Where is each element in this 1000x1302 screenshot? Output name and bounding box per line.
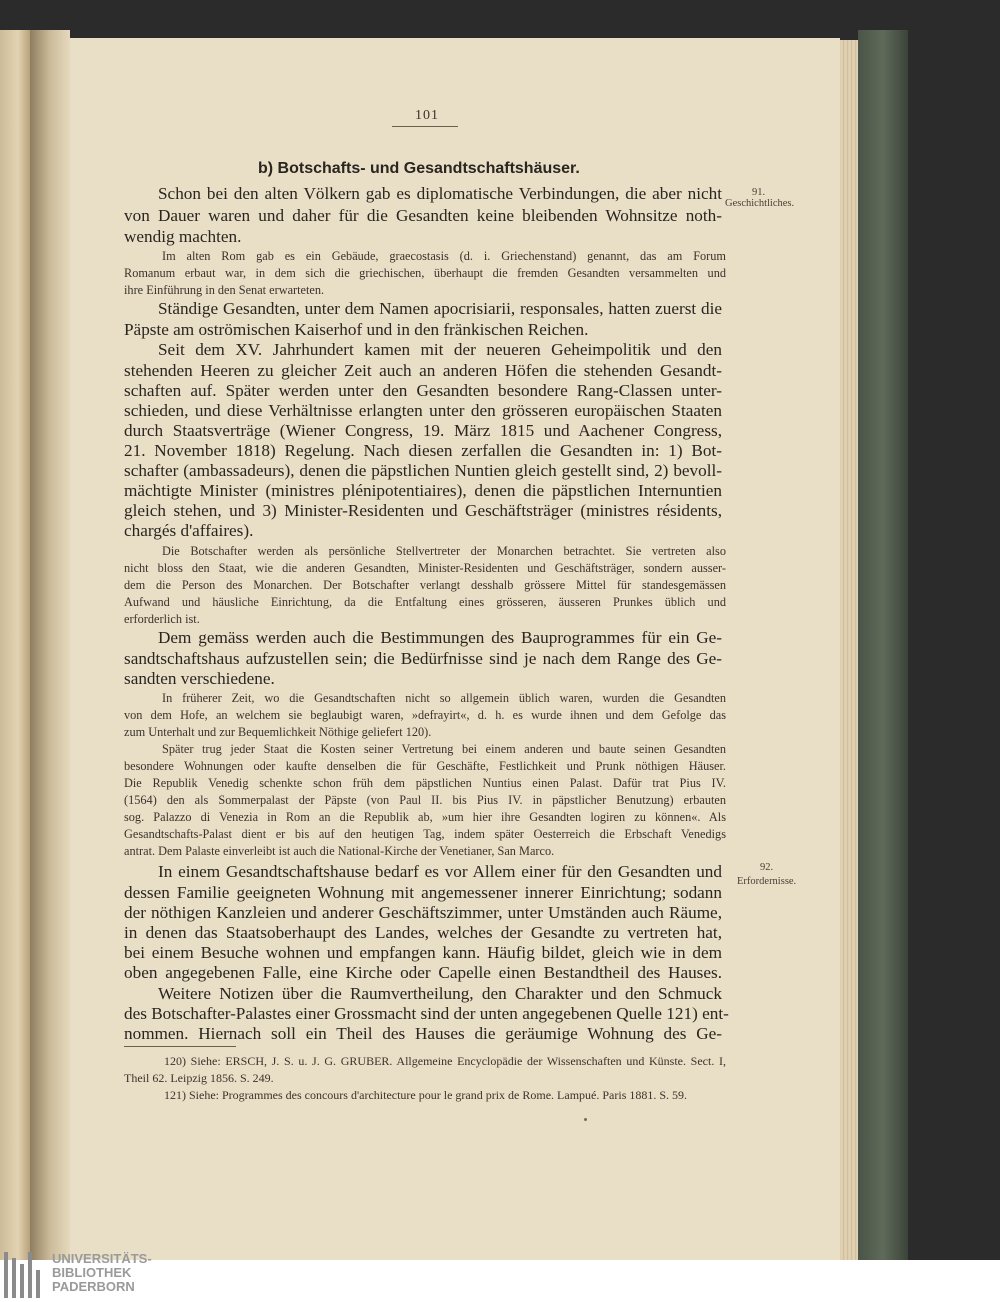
text-line: von Dauer waren und daher für die Gesandten keine bleibenden Wohnsitze noth- — [124, 206, 722, 225]
text-line: Ständige Gesandten, unter dem Namen apocrisiarii, responsales, hatten zuerst die — [158, 299, 722, 318]
book-cover-edge — [858, 30, 908, 1270]
footnote-rule — [124, 1046, 236, 1047]
small-text-line: nicht bloss den Staat, wie die anderen Gesandten, Minister-Residenten und Geschäftsträger, sondern ausser- — [124, 561, 726, 575]
margin-note-label: Geschichtliches. — [725, 198, 795, 209]
library-logo — [4, 1250, 154, 1300]
small-text-line: Später trug jeder Staat die Kosten seiner Vertretung bei einem anderen und baute seinen Gesandten — [162, 742, 726, 756]
text-line: des Botschafter-Palastes einer Grossmacht sind der unten angegebenen Quelle 121) ent- — [124, 1004, 729, 1023]
text-line: der nöthigen Kanzleien und anderer Geschäftszimmer, unter Umständen auch Räume, — [124, 903, 722, 922]
text-line: Schon bei den alten Völkern gab es diplomatische Verbindungen, die aber nicht — [158, 184, 722, 203]
text-line: bei einem Besuche wohnen und empfangen kann. Häufig bildet, gleich wie in dem — [124, 943, 722, 962]
margin-note-number: 92. — [760, 862, 774, 873]
text-line: Dem gemäss werden auch die Bestimmungen des Bauprogrammes für ein Ge- — [158, 628, 722, 647]
footnote-line: Theil 62. Leipzig 1856. S. 249. — [124, 1071, 274, 1085]
text-line: in denen das Staatsoberhaupt des Landes, welches der Gesandte zu vertreten hat, — [124, 923, 722, 942]
margin-note-number: 91. — [752, 187, 766, 198]
small-text-line: Aufwand und häusliche Einrichtung, da die Entfaltung eines grösseren, äusseren Prunkes üblich und — [124, 595, 726, 609]
small-text-line: antrat. Dem Palaste einverleibt ist auch die National-Kirche der Venetianer, San Marco. — [124, 844, 555, 858]
library-logo-mark — [4, 1252, 42, 1298]
library-name — [52, 1252, 152, 1294]
text-line: 21. November 1818) Regelung. Nach diesen zerfallen die Gesandten in: 1) Bot- — [124, 441, 722, 460]
small-text-line: sog. Palazzo di Venezia in Rom an die Republik ab, »um hier ihre Gesandten logiren zu können«. Als — [124, 810, 726, 824]
small-text-line: Gesandtschafts-Palast dient er bis auf den heutigen Tag, indem später Oesterreich die Erbschaft Venedigs — [124, 827, 726, 841]
text-line: schafter (ambassadeurs), denen die päpstlichen Nuntien gleich gestellt sind, 2) bevoll- — [124, 461, 722, 480]
small-text-line: (1564) den als Sommerpalast der Päpste (von Paul II. bis Pius IV. in päpstlicher Benutzung) erbauten — [124, 793, 726, 807]
small-text-line: Im alten Rom gab es ein Gebäude, graecostasis (d. i. Griechenstand) genannt, das am Forum — [162, 249, 726, 263]
footnote-line: 121) Siehe: Programmes des concours d'architecture pour le grand prix de Rome. Lampué. Paris 1881. S. 59. — [164, 1088, 688, 1102]
margin-note-label: Erfordernisse. — [737, 876, 797, 887]
paper-speck — [584, 1118, 587, 1121]
text-line: nommen. Hiernach soll ein Theil des Hauses die geräumige Wohnung des Ge- — [124, 1024, 722, 1043]
text-line: durch Staatsverträge (Wiener Congress, 19. März 1815 und Aachener Congress, — [124, 421, 722, 440]
small-text-line: besondere Wohnungen oder kaufte denselben die für Geschäfte, Festlichkeit und Prunk nöthigen Häuser. — [124, 759, 726, 773]
text-line: schaften auf. Später werden unter den Gesandten besondere Rang-Classen unter- — [124, 381, 722, 400]
small-text-line: dem die Person des Monarchen. Der Botschafter verlangt desshalb grössere Mittel für standesgemässen — [124, 578, 726, 592]
text-line: Päpste am oströmischen Kaiserhof und in den fränkischen Reichen. — [124, 320, 589, 339]
small-text-line: erforderlich ist. — [124, 612, 200, 626]
text-line: Seit dem XV. Jahrhundert kamen mit der neueren Geheimpolitik und den — [158, 340, 722, 359]
text-line: schieden, und diese Verhältnisse erlangten unter den grösseren europäischen Staaten — [124, 401, 722, 420]
text-line: dessen Familie geeigneten Wohnung mit angemessener innerer Einrichtung; sodann — [124, 883, 722, 902]
library-name-line: PADERBORN — [52, 1279, 135, 1294]
small-text-line: In früherer Zeit, wo die Gesandtschaften nicht so allgemein üblich waren, wurden die Gesandten — [162, 691, 726, 705]
footnote-line: 120) Siehe: ERSCH, J. S. u. J. G. GRUBER. Allgemeine Encyclopädie der Wissenschaften und Künste. Sect. I, — [164, 1054, 726, 1068]
small-text-line: von dem Hofe, an welchem sie beglaubigt waren, »defrayirt«, d. h. es wurde ihnen und dem Gefolge das — [124, 708, 726, 722]
text-line: stehenden Heeren zu gleicher Zeit auch an anderen Höfen die stehenden Gesandt- — [124, 361, 722, 380]
page-stack-edge — [840, 40, 860, 1260]
previous-page-edge — [0, 30, 30, 1260]
text-line: oben angegebenen Falle, eine Kirche oder Capelle einen Bestandtheil des Hauses. — [124, 963, 722, 982]
text-line: In einem Gesandtschaftshause bedarf es vor Allem einer für den Gesandten und — [158, 862, 722, 881]
library-name-line: BIBLIOTHEK — [52, 1265, 132, 1280]
page-number-rule — [392, 126, 458, 127]
library-name-line: UNIVERSITÄTS- — [52, 1251, 152, 1266]
text-line: Weitere Notizen über die Raumvertheilung, den Charakter und den Schmuck — [158, 984, 722, 1003]
book-gutter — [30, 30, 70, 1260]
text-line: gleich stehen, und 3) Minister-Residenten und Geschäftsträger (ministres résidents, — [124, 501, 722, 520]
text-line: sandtschaftshaus aufzustellen sein; die Bedürfnisse sind je nach dem Range des Ge- — [124, 649, 722, 668]
text-line: wendig machten. — [124, 227, 242, 246]
small-text-line: Romanum erbaut war, in dem sich die griechischen, überhaupt die fremden Gesandten versammelten und — [124, 266, 726, 280]
section-heading: b) Botschafts- und Gesandtschaftshäuser. — [258, 160, 580, 177]
small-text-line: ihre Einführung in den Senat erwarteten. — [124, 283, 325, 297]
small-text-line: Die Republik Venedig schenkte schon früh dem päpstlichen Nuntius einen Palast. Dafür trat Pius IV. — [124, 776, 726, 790]
page-number: 101 — [415, 108, 439, 123]
text-line: sandten verschiedene. — [124, 669, 275, 688]
text-line: mächtigte Minister (ministres plénipotentiaires), denen die päpstlichen Internuntien — [124, 481, 722, 500]
small-text-line: Die Botschafter werden als persönliche Stellvertreter der Monarchen betrachtet. Sie vertreten also — [162, 544, 726, 558]
small-text-line: zum Unterhalt und zur Bequemlichkeit Nöthige geliefert 120). — [124, 725, 432, 739]
text-line: chargés d'affaires). — [124, 521, 254, 540]
